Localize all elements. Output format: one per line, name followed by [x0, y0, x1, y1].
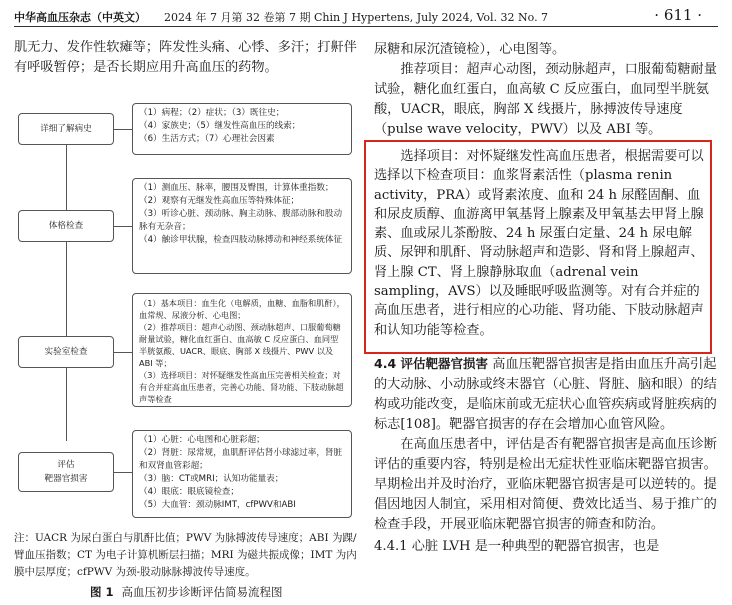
section-4-4	[374, 354, 718, 557]
figure-note: 注：UACR 为尿白蛋白与肌酐比值；PWV 为脉搏波传导速度；ABI 为踝/臂血压指数；CT 为电子计算机断层扫描；MRI 为磁共振成像；IMT 为内膜中层厚度；cfPWV 为颈-股动脉脉搏波传导速度。	[14, 532, 357, 578]
recommended-items-paragraph: 推荐项目：超声心动图，颈动脉超声，口服葡萄糖耐量试验，糖化血红蛋白，血高敏 C 反应蛋白，血同型半胱氨酸，UACR，眼底，胸部 X 线摄片，脉搏波传导速度（pulse wave velocity，PWV）以及 ABI 等。	[374, 62, 717, 137]
optional-items-paragraph: 选择项目：对怀疑继发性高血压患者，根据需要可以选择以下检查项目：血浆肾素活性（plasma renin activity，PRA）或肾素浓度、血和 24 h 尿醛固酮、血和尿皮质醇、血游离甲氧基肾上腺素及甲氧基去甲肾上腺素、血或尿儿茶酚胺、24 h 尿蛋白定量、24 h 尿电解质、尿钾和肌酐、肾动脉超声和造影、肾和肾上腺超声、肾上腺 CT、肾上腺静脉取血（adrenal vein sampling，AVS）以及睡眠呼吸监测等。对有合并症的高血压患者，进行相应的心功能、肾功能、下肢动脉超声和认知功能等检查。	[374, 149, 704, 338]
flowchart-step-physical	[18, 210, 114, 242]
step-label: 体格检查	[48, 220, 84, 231]
right-column-text	[374, 40, 718, 140]
connector	[114, 226, 132, 227]
connector	[114, 129, 132, 130]
step-label: 详细了解病史	[40, 123, 92, 134]
flowchart-step-lab	[18, 336, 114, 368]
flowchart-step-target-organ	[18, 452, 114, 492]
flowchart-detail-physical: （1）测血压、脉率，腰围及臀围，计算体重指数； （2）观察有无继发性高血压等特殊体征； （3）听诊心脏、颈动脉、胸主动脉、腹部动脉和股动脉有无杂音； （4）触诊甲状腺，检查四肢动脉搏动和神经系统体征	[132, 178, 352, 274]
section-heading: 4.4 评估靶器官损害	[374, 356, 488, 371]
figure-title: 高血压初步诊断评估简易流程图	[121, 585, 283, 599]
connector	[114, 472, 132, 473]
flowchart-detail-lab: （1）基本项目：血生化（电解质，血糖、血脂和肌酐），血常规、尿液分析、心电图； （2）推荐项目：超声心动图、颈动脉超声、口服葡萄糖耐量试验，糖化血红蛋白、血高敏 C 反应蛋白、血同型半胱氨酸、UACR、眼底、胸部 X 线摄片、PWV 以及 ABI 等； （3）选择项目：对怀疑继发性高血压完善相关检查；对有合并症高血压患者，完善心功能、肾功能、下肢动脉超声等检查	[132, 293, 352, 407]
step-label: 实验室检查	[44, 346, 88, 357]
figure-caption	[90, 584, 283, 600]
page-number: · 611 ·	[654, 6, 702, 24]
flowchart	[0, 0, 370, 530]
flowchart-trunk	[66, 145, 67, 441]
left-column-text: 肌无力、发作性软瘫等；阵发性头痛、心悸、多汗；打鼾伴有呼吸暂停；是否长期应用升高血压的药物。	[14, 40, 357, 75]
right-top-line: 尿糖和尿沉渣镜检），心电图等。	[374, 42, 566, 57]
journal-name: 中华高血压杂志（中英文）	[14, 11, 146, 24]
connector	[114, 352, 132, 353]
section-4-4-text: 高血压靶器官损害是指由血压升高引起的大动脉、小动脉或终末器官（心脏、肾脏、脑和眼）的结构或功能改变，是临床前或无症状心血管疾病或肾脏疾病的标志[108]。靶器官损害的存在会增加心血管风险。	[374, 357, 717, 432]
section-4-4-paragraph	[374, 354, 718, 435]
step-label: 评估 靶器官损害	[44, 460, 88, 484]
flowchart-step-history	[18, 113, 114, 145]
flowchart-detail-history: （1）病程；（2）症状；（3）既往史； （4）家族史；（5）继发性高血压的线索； （6）生活方式；（7）心理社会因素	[132, 103, 352, 155]
issue-info: 2024 年 7 月第 32 卷第 7 期 Chin J Hypertens, July 2024, Vol. 32 No. 7	[164, 11, 549, 24]
figure-label: 图 1	[90, 585, 114, 599]
section-4-4-1: 4.4.1 心脏 LVH 是一种典型的靶器官损害，也是	[374, 539, 660, 554]
flowchart-detail-target-organ: （1）心脏：心电图和心脏彩超； （2）肾脏：尿常规，血肌酐评估肾小球滤过率，肾脏和双肾血管彩超； （3）脑：CT或MRI；认知功能量表； （4）眼底：眼底镜检查； （5）大血管：颈动脉IMT，cfPWV和ABI	[132, 430, 352, 518]
assessment-paragraph: 在高血压患者中，评估是否有靶器官损害是高血压诊断评估的重要内容，特别是检出无症状性亚临床靶器官损害。早期检出并及时治疗，亚临床靶器官损害是可以逆转的。提倡因地因人制宜，采用相对简便、费效比适当、易于推广的检查手段，开展亚临床靶器官损害的筛查和防治。	[374, 437, 717, 532]
